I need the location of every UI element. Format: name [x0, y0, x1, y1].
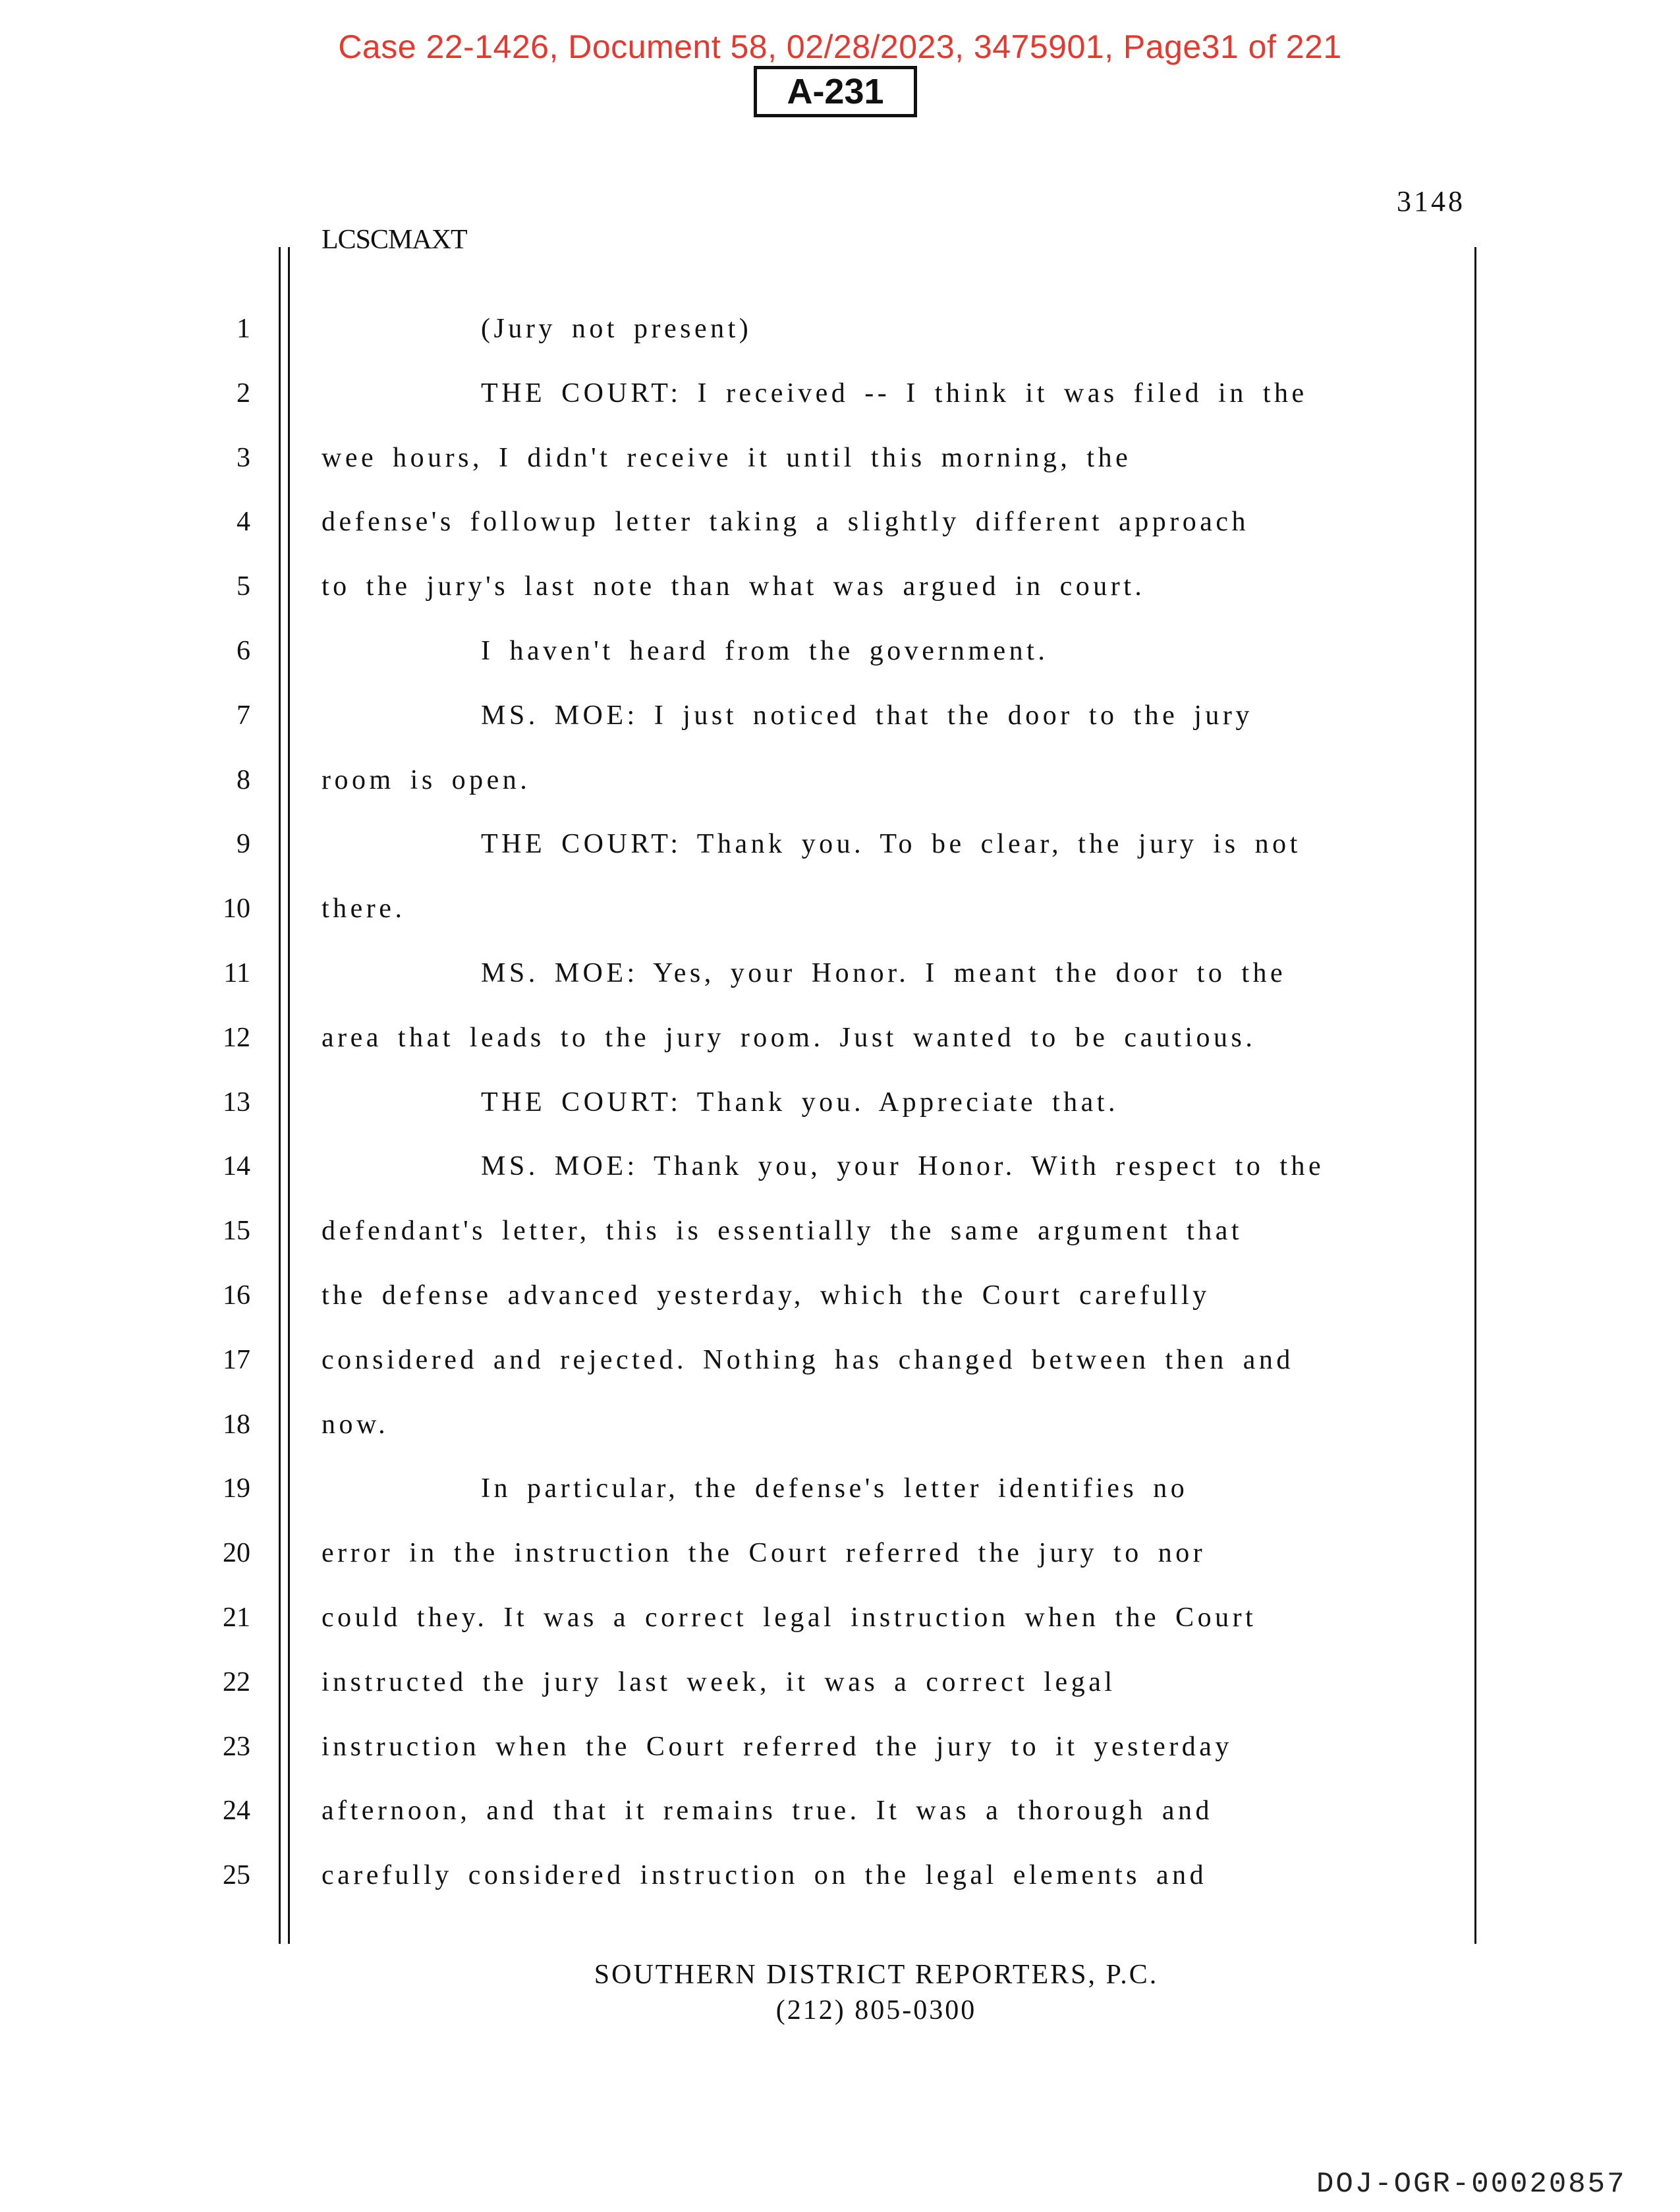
transcript-line: MS. MOE: I just noticed that the door to the jury	[481, 700, 1253, 731]
line-number: 2	[237, 378, 250, 409]
line-number: 6	[237, 636, 250, 666]
line-number: 15	[223, 1216, 250, 1246]
line-number: 23	[223, 1732, 250, 1762]
line-number: 3	[237, 443, 250, 473]
line-number: 24	[223, 1796, 250, 1826]
transcript-line: afternoon, and that it remains true. It was a thorough and	[322, 1796, 1214, 1826]
line-number: 21	[223, 1602, 250, 1633]
line-number: 4	[237, 507, 250, 537]
reporter-footer	[0, 1957, 1680, 2028]
transcript-line: defendant's letter, this is essentially the same argument that	[322, 1216, 1243, 1246]
transcript-line: there.	[322, 893, 406, 924]
line-number: 7	[237, 700, 250, 731]
transcript-line: the defense advanced yesterday, which the Court carefully	[322, 1280, 1210, 1311]
line-number: 8	[237, 765, 250, 795]
line-number: 11	[223, 958, 250, 988]
left-margin-rule-outer	[279, 247, 281, 1944]
transcript-line: could they. It was a correct legal instruction when the Court	[322, 1602, 1257, 1633]
transcript-line: instruction when the Court referred the jury to it yesterday	[322, 1732, 1233, 1762]
transcript-line: I haven't heard from the government.	[481, 636, 1049, 666]
line-number: 14	[223, 1151, 250, 1181]
line-number: 10	[223, 893, 250, 924]
case-header-stamp: Case 22-1426, Document 58, 02/28/2023, 3475901, Page31 of 221	[338, 28, 1342, 65]
document-code: LCSCMAXT	[322, 225, 467, 255]
exhibit-label: A-231	[754, 66, 917, 117]
line-number: 20	[223, 1538, 250, 1568]
line-number: 22	[223, 1667, 250, 1697]
transcript-line: In particular, the defense's letter identifies no	[481, 1473, 1189, 1504]
transcript-line: THE COURT: Thank you. To be clear, the jury is not	[481, 829, 1301, 859]
transcript-line: THE COURT: Thank you. Appreciate that.	[481, 1087, 1119, 1118]
line-number: 12	[223, 1023, 250, 1053]
transcript-line: carefully considered instruction on the legal elements and	[322, 1860, 1208, 1890]
transcript-line: defense's followup letter taking a slightly different approach	[322, 507, 1249, 537]
line-number: 17	[223, 1345, 250, 1375]
transcript-line: THE COURT: I received -- I think it was filed in the	[481, 378, 1308, 409]
line-number: 19	[223, 1473, 250, 1504]
transcript-line: area that leads to the jury room. Just wanted to be cautious.	[322, 1023, 1256, 1053]
line-number: 9	[237, 829, 250, 859]
transcript-line: instructed the jury last week, it was a correct legal	[322, 1667, 1116, 1697]
reporter-phone: (212) 805-0300	[775, 1995, 977, 2026]
transcript-line: room is open.	[322, 765, 531, 795]
line-number: 1	[237, 314, 250, 344]
reporter-name: SOUTHERN DISTRICT REPORTERS, P.C.	[594, 1960, 1159, 1990]
line-number: 25	[223, 1860, 250, 1890]
right-margin-rule	[1474, 247, 1476, 1944]
transcript-line: MS. MOE: Yes, your Honor. I meant the door to the	[481, 958, 1287, 988]
line-number: 18	[223, 1409, 250, 1440]
transcript-line: now.	[322, 1409, 389, 1440]
line-number: 13	[223, 1087, 250, 1118]
line-number: 16	[223, 1280, 250, 1311]
transcript-line: MS. MOE: Thank you, your Honor. With respect to the	[481, 1151, 1325, 1181]
line-number: 5	[237, 571, 250, 602]
transcript-line: to the jury's last note than what was argued in court.	[322, 571, 1146, 602]
transcript-line: wee hours, I didn't receive it until this morning, the	[322, 443, 1132, 473]
left-margin-rule-inner	[288, 247, 290, 1944]
transcript-line: error in the instruction the Court referred the jury to nor	[322, 1538, 1206, 1568]
transcript-line: (Jury not present)	[481, 314, 752, 344]
transcript-line: considered and rejected. Nothing has changed between then and	[322, 1345, 1294, 1375]
bates-number: DOJ-OGR-00020857	[1316, 2168, 1627, 2201]
page-number: 3148	[1397, 185, 1465, 217]
